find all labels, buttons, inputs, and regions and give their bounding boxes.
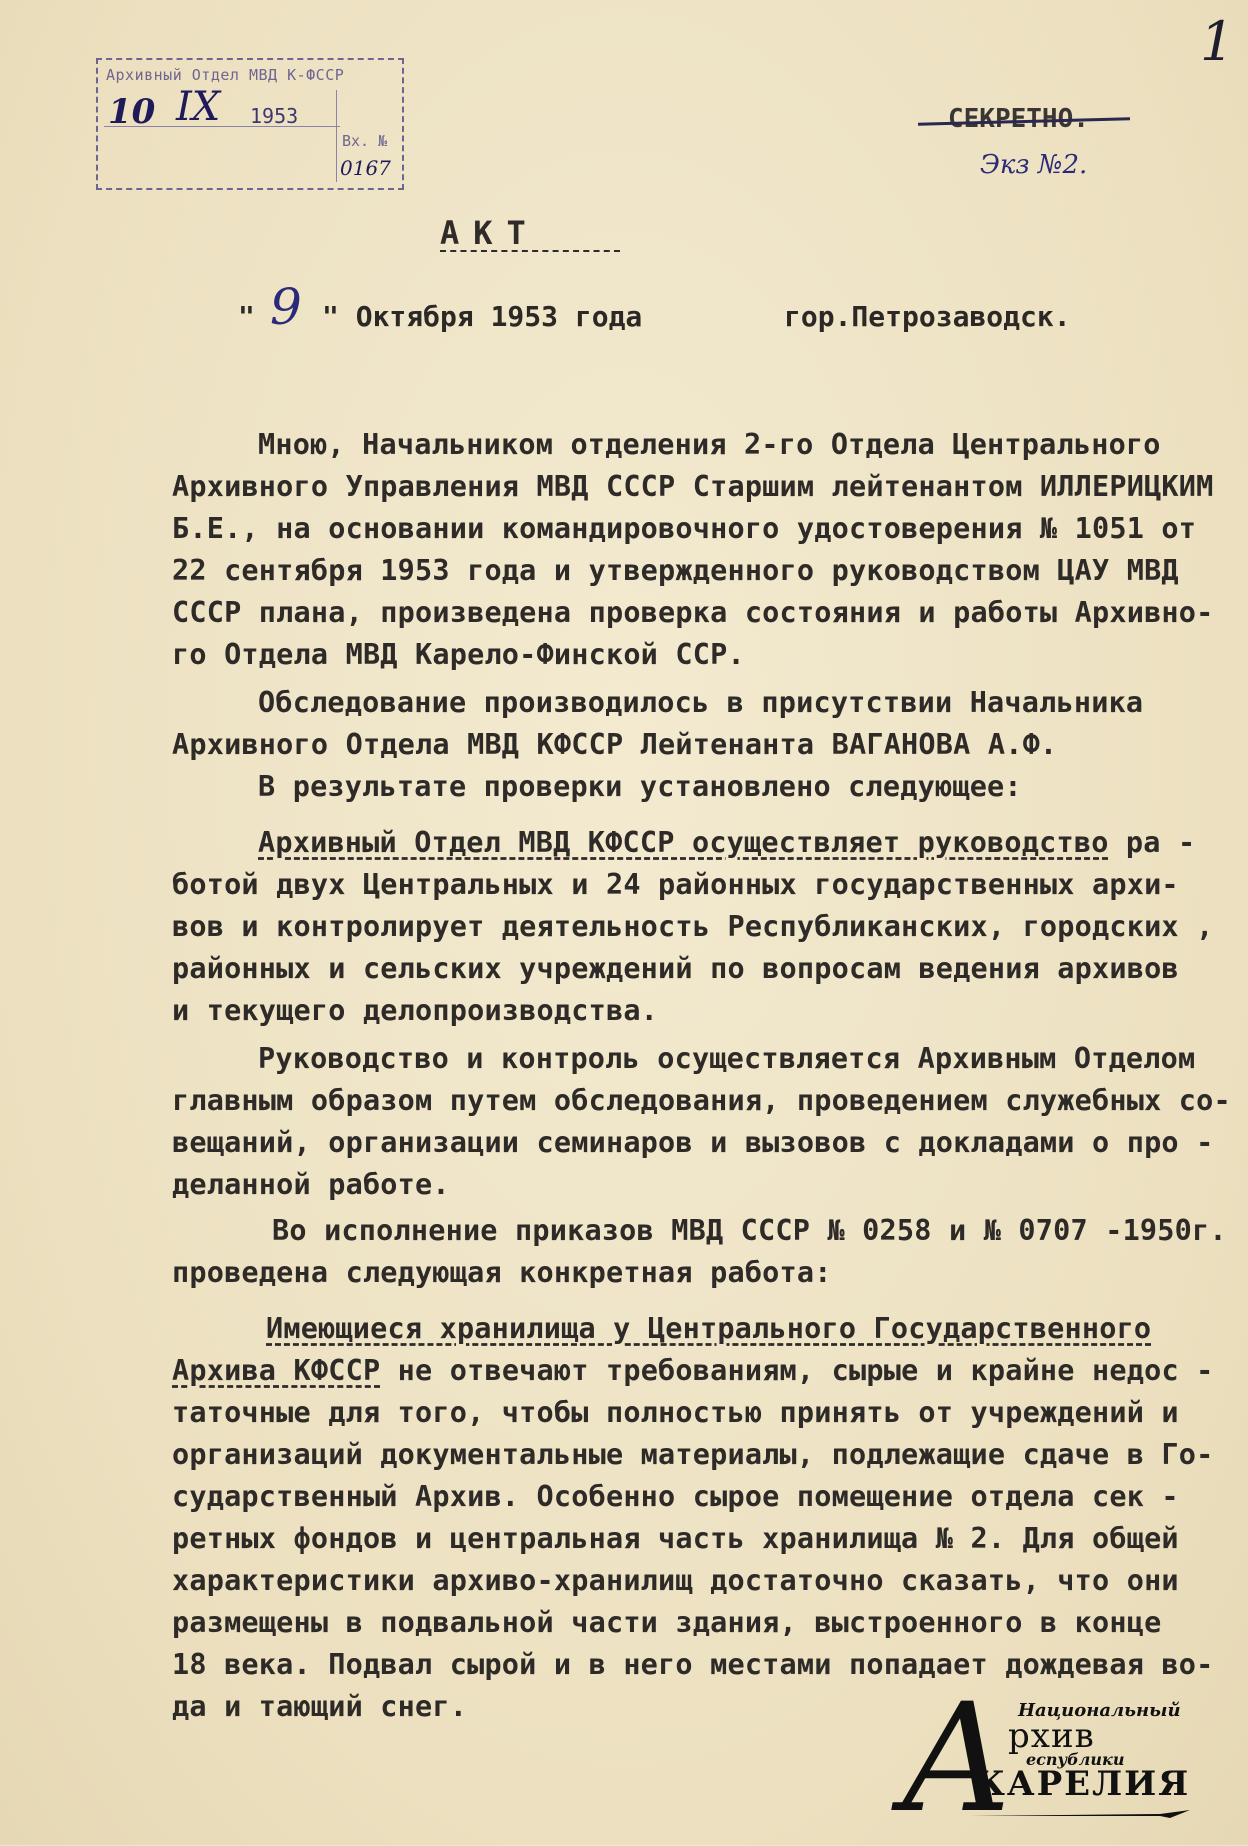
stamp-title: Архивный Отдел МВД К-ФССР	[106, 66, 345, 84]
text-line: характеристики архиво-хранилищ достаточно сказать, что они	[172, 1564, 1179, 1597]
text-line: Архивного Отдела МВД КФССР Лейтенанта ВАГАНОВА А.Ф.	[172, 728, 1058, 761]
text-line: сударственный Архив. Особенно сырое помещение отдела сек -	[172, 1480, 1179, 1513]
text-line: го Отдела МВД Карело-Финской ССР.	[172, 638, 745, 671]
text-line: главным образом путем обследования, проведением служебных со-	[172, 1084, 1231, 1117]
text-line: 22 сентября 1953 года и утвержденного руководством ЦАУ МВД	[172, 554, 1179, 587]
text-line: Б.Е., на основании командировочного удостоверения № 1051 от	[172, 512, 1197, 545]
registration-stamp	[96, 58, 404, 190]
text-line: Обследование производилось в присутствии Начальника	[258, 686, 1144, 719]
archive-logo	[900, 1672, 1210, 1846]
text-line	[172, 1354, 1214, 1387]
logo-letter: А	[900, 1672, 1014, 1846]
stamp-year: 1953	[250, 104, 299, 128]
text-line: Архивного Управления МВД СССР Старшим лейтенантом ИЛЛЕРИЦКИМ	[172, 470, 1214, 503]
quill-pen-icon	[970, 1808, 1190, 1822]
text-line: Руководство и контроль осуществляется Архивным Отделом	[258, 1042, 1196, 1075]
text-line: вов и контролирует деятельность Республиканских, городских ,	[172, 910, 1214, 943]
text-fragment: ра -	[1108, 826, 1196, 859]
text-line: В результате проверки установлено следующее:	[258, 770, 1022, 803]
text-line: да и тающий снег.	[172, 1690, 468, 1723]
text-line: Во исполнение приказов МВД СССР № 0258 и № 0707 -1950г.	[272, 1214, 1227, 1247]
stamp-incoming-label: Вх. №	[342, 132, 388, 150]
text-line: районных и сельских учреждений по вопросам ведения архивов	[172, 952, 1179, 985]
city: гор.Петрозаводск.	[784, 300, 1071, 333]
text-line: и текущего делопроизводства.	[172, 994, 659, 1027]
stamp-month: IX	[176, 84, 221, 130]
text-fragment: не отвечают требованиям, сырые и крайне недос -	[380, 1354, 1214, 1387]
text-line: проведена следующая конкретная работа:	[172, 1256, 832, 1289]
logo-line-1: Национальный	[1018, 1700, 1181, 1721]
page-number: 1	[1200, 10, 1235, 73]
text-line: Мною, Начальником отделения 2-го Отдела Центрального	[258, 428, 1161, 461]
text-line	[258, 826, 1195, 859]
title-underline	[440, 250, 620, 252]
date-day: 9	[270, 278, 302, 336]
logo-line-2: рхив	[1008, 1716, 1095, 1756]
logo-line-3: еспублики	[1026, 1750, 1125, 1769]
text-line: таточные для того, чтобы полностью принять от учреждений и	[172, 1396, 1179, 1429]
stamp-incoming-number: 0167	[340, 156, 391, 180]
text-line: деланной работе.	[172, 1168, 450, 1201]
logo-line-4: КАРЕЛИЯ	[974, 1764, 1191, 1804]
document-title: АКТ	[440, 214, 540, 252]
stamp-day: 10	[108, 92, 156, 132]
text-line: ботой двух Центральных и 24 районных государственных архи-	[172, 868, 1179, 901]
text-line: 18 века. Подвал сырой и в него местами попадает дождевая во-	[172, 1648, 1214, 1681]
underlined-phrase: Имеющиеся хранилища у Центрального Государственного	[266, 1312, 1152, 1345]
copy-note: Экз №2.	[980, 150, 1088, 180]
text-line: вещаний, организации семинаров и вызовов с докладами о про -	[172, 1126, 1214, 1159]
date-month-year: " Октября 1953 года	[322, 300, 643, 333]
secret-label: СЕКРЕТНО.	[948, 104, 1089, 134]
underlined-phrase: Архивный Отдел МВД КФССР осуществляет руководство	[258, 826, 1109, 859]
underlined-phrase: Архива КФССР	[172, 1354, 381, 1387]
stamp-divider	[336, 90, 337, 182]
text-line	[266, 1312, 1151, 1345]
text-line: СССР плана, произведена проверка состояния и работы Архивно-	[172, 596, 1214, 629]
text-line: размещены в подвальной части здания, выстроенного в конце	[172, 1606, 1162, 1639]
date-open-quote: "	[238, 300, 255, 333]
text-line: организаций документальные материалы, подлежащие сдаче в Го-	[172, 1438, 1214, 1471]
text-line: ретных фондов и центральная часть хранилища № 2. Для общей	[172, 1522, 1179, 1555]
